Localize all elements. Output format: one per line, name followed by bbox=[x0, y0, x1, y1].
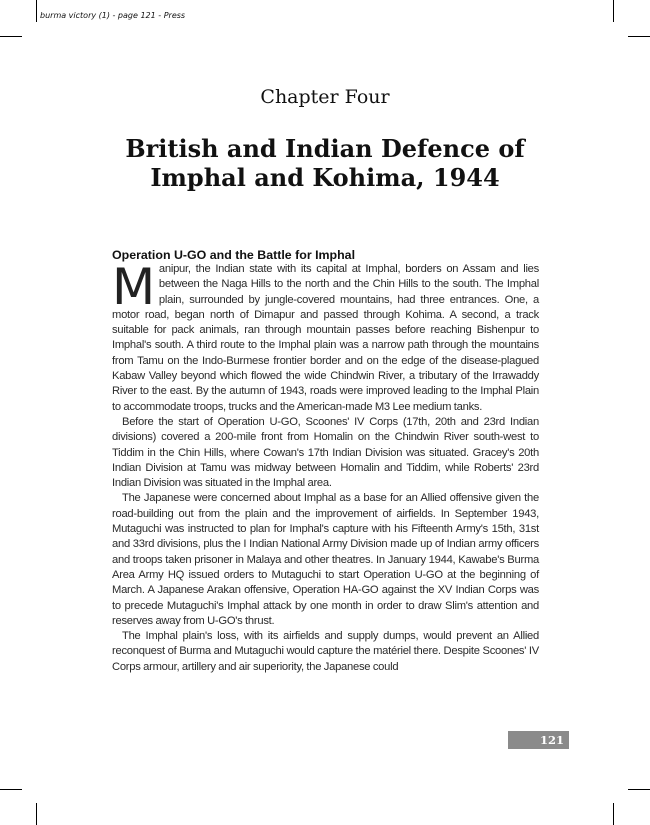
paragraph bbox=[112, 258, 539, 415]
crop-mark bbox=[0, 36, 22, 37]
chapter-label: Chapter Four bbox=[260, 86, 390, 108]
crop-mark bbox=[613, 0, 614, 22]
paragraph: The Imphal plain's loss, with its airfields and supply dumps, would prevent an Allied reconquest of Burma and Mutaguchi would capture the matériel there. Despite Scoones' IV Corps armour, artillery and air superiority, the Japanese could bbox=[112, 630, 539, 673]
crop-mark bbox=[0, 789, 22, 790]
crop-mark bbox=[36, 803, 37, 825]
paragraph: Before the start of Operation U-GO, Scoones' IV Corps (17th, 20th and 23rd Indian divisions) covered a 200-mile front from Homalin on the Chindwin River south-west to Tiddim in the Chin Hills, where Cowan's 17th Indian Division was situated. Gracey's 20th Indian Division at Tamu was midway between Homalin and Tiddim, while Roberts' 23rd Indian Division was situated in the Imphal area. bbox=[112, 415, 539, 490]
page-number: 121 bbox=[508, 731, 569, 749]
body-text bbox=[112, 258, 539, 675]
chapter-title: British and Indian Defence of Imphal and Kohima, 1944 bbox=[125, 134, 525, 192]
drop-cap: M bbox=[112, 258, 155, 316]
paragraph: The Japanese were concerned about Imphal as a base for an Allied offensive given the road-building out from the plain and the improvement of airfields. In September 1943, Mutaguchi was instructed to plan for Imphal's capture with his Fifteenth Army's 15th, 31st and 33rd divisions, plus the I Indian National Army Division made up of Indian army officers and troops taken prisoner in Malaya and other theatres. In January 1944, Kawabe's Burma Area Army HQ issued orders to Mutaguchi to start Operation U-GO at the beginning of March. A Japanese Arakan offensive, Operation HA-GO against the XV Indian Corps was to precede Mutaguchi's Imphal attack by one month in order to draw Slim's attention and reserves away from U-GO's thrust. bbox=[112, 492, 539, 627]
crop-mark bbox=[613, 803, 614, 825]
paragraph-text: anipur, the Indian state with its capital at Imphal, borders on Assam and lies between the Naga Hills to the north and the Chin Hills to the south. The Imphal plain, surrounded by jungle-covered mountains, had three entrances. One, a motor road, began north of Dimapur and passed through Kohima. A second, a track suitable for pack animals, ran through mountain passes before reaching Bishenpur to Imphal's south. A third route to the Imphal plain was a narrow path through the mountains from Tamu on the Indo-Burmese frontier border and on the edge of the disease-plagued Kabaw Valley beyond which flowed the wide Chindwin River, a tributary of the Irrawaddy River to the east. By the autumn of 1943, roads were improved leading to the Imphal Plain to accommodate troops, trucks and the American-made M3 Lee medium tanks. bbox=[112, 263, 539, 413]
crop-mark bbox=[628, 789, 650, 790]
section-heading: Operation U-GO and the Battle for Imphal bbox=[112, 248, 356, 262]
print-slug: burma victory (1) - page 121 - Press bbox=[40, 11, 186, 20]
crop-mark bbox=[36, 0, 37, 22]
crop-mark bbox=[628, 36, 650, 37]
